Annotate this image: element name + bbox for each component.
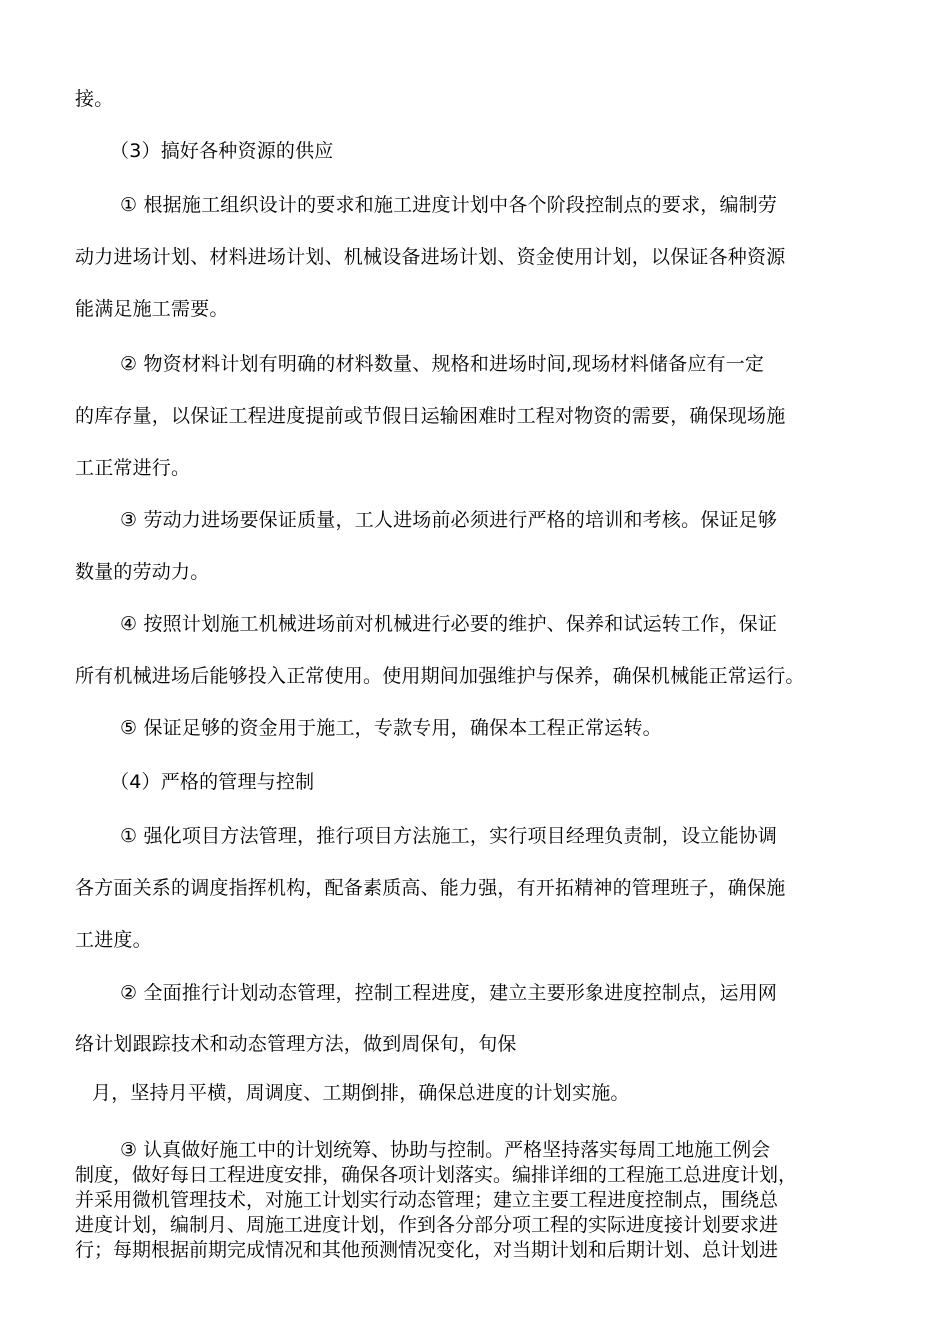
- text-line: 所有机械进场后能够投入正常使用。使用期间加强维护与保养，确保机械能正常运行。: [75, 665, 805, 687]
- text-line: 行；每期根据前期完成情况和其他预测情况变化，对当期计划和后期计划、总计划进: [75, 1239, 779, 1261]
- text-line: 动力进场计划、材料进场计划、机械设备进场计划、资金使用计划，以保证各种资源: [75, 246, 786, 268]
- text-line: 进度计划，编制月、周施工进度计划，作到各分部分项工程的实际进度接计划要求进: [75, 1214, 779, 1236]
- text-line: 接。: [75, 88, 114, 110]
- text-line: 制度，做好每日工程进度安排，确保各项计划落实。编排详细的工程施工总进度计划，: [75, 1164, 798, 1186]
- section-heading: （3）搞好各种资源的供应: [110, 140, 334, 162]
- text-line: ⑤ 保证足够的资金用于施工，专款专用，确保本工程正常运转。: [120, 717, 662, 739]
- text-line: ② 全面推行计划动态管理，控制工程进度，建立主要形象进度控制点，运用网: [120, 982, 778, 1004]
- text-line: ③ 劳动力进场要保证质量，工人进场前必须进行严格的培训和考核。保证足够: [120, 509, 778, 531]
- text-line: ④ 按照计划施工机械进场前对机械进行必要的维护、保养和试运转工作，保证: [120, 613, 778, 635]
- text-line: 并采用微机管理技术，对施工计划实行动态管理；建立主要工程进度控制点，围绕总: [75, 1189, 779, 1211]
- text-line: 数量的劳动力。: [75, 561, 210, 583]
- text-line: 工进度。: [75, 929, 152, 951]
- text-line: 各方面关系的调度指挥机构，配备素质高、能力强，有开拓精神的管理班子，确保施: [75, 877, 786, 899]
- text-line: 的库存量，以保证工程进度提前或节假日运输困难时工程对物资的需要，确保现场施: [75, 405, 786, 427]
- text-line: 工正常进行。: [75, 457, 191, 479]
- text-line: ① 根据施工组织设计的要求和施工进度计划中各个阶段控制点的要求，编制劳: [120, 194, 778, 216]
- text-line: ① 强化项目方法管理，推行项目方法施工，实行项目经理负责制，设立能协调: [120, 825, 778, 847]
- text-line: ② 物资材料计划有明确的材料数量、规格和进场时间,现场材料储备应有一定: [120, 353, 765, 375]
- text-line: ③ 认真做好施工中的计划统筹、协助与控制。严格坚持落实每周工地施工例会: [120, 1139, 771, 1161]
- section-heading: （4）严格的管理与控制: [110, 771, 315, 793]
- text-line: 络计划跟踪技术和动态管理方法，做到周保旬，旬保: [75, 1033, 517, 1055]
- text-line: 月，坚持月平横，周调度、工期倒排，确保总进度的计划实施。: [92, 1082, 630, 1104]
- text-line: 能满足施工需要。: [75, 298, 229, 320]
